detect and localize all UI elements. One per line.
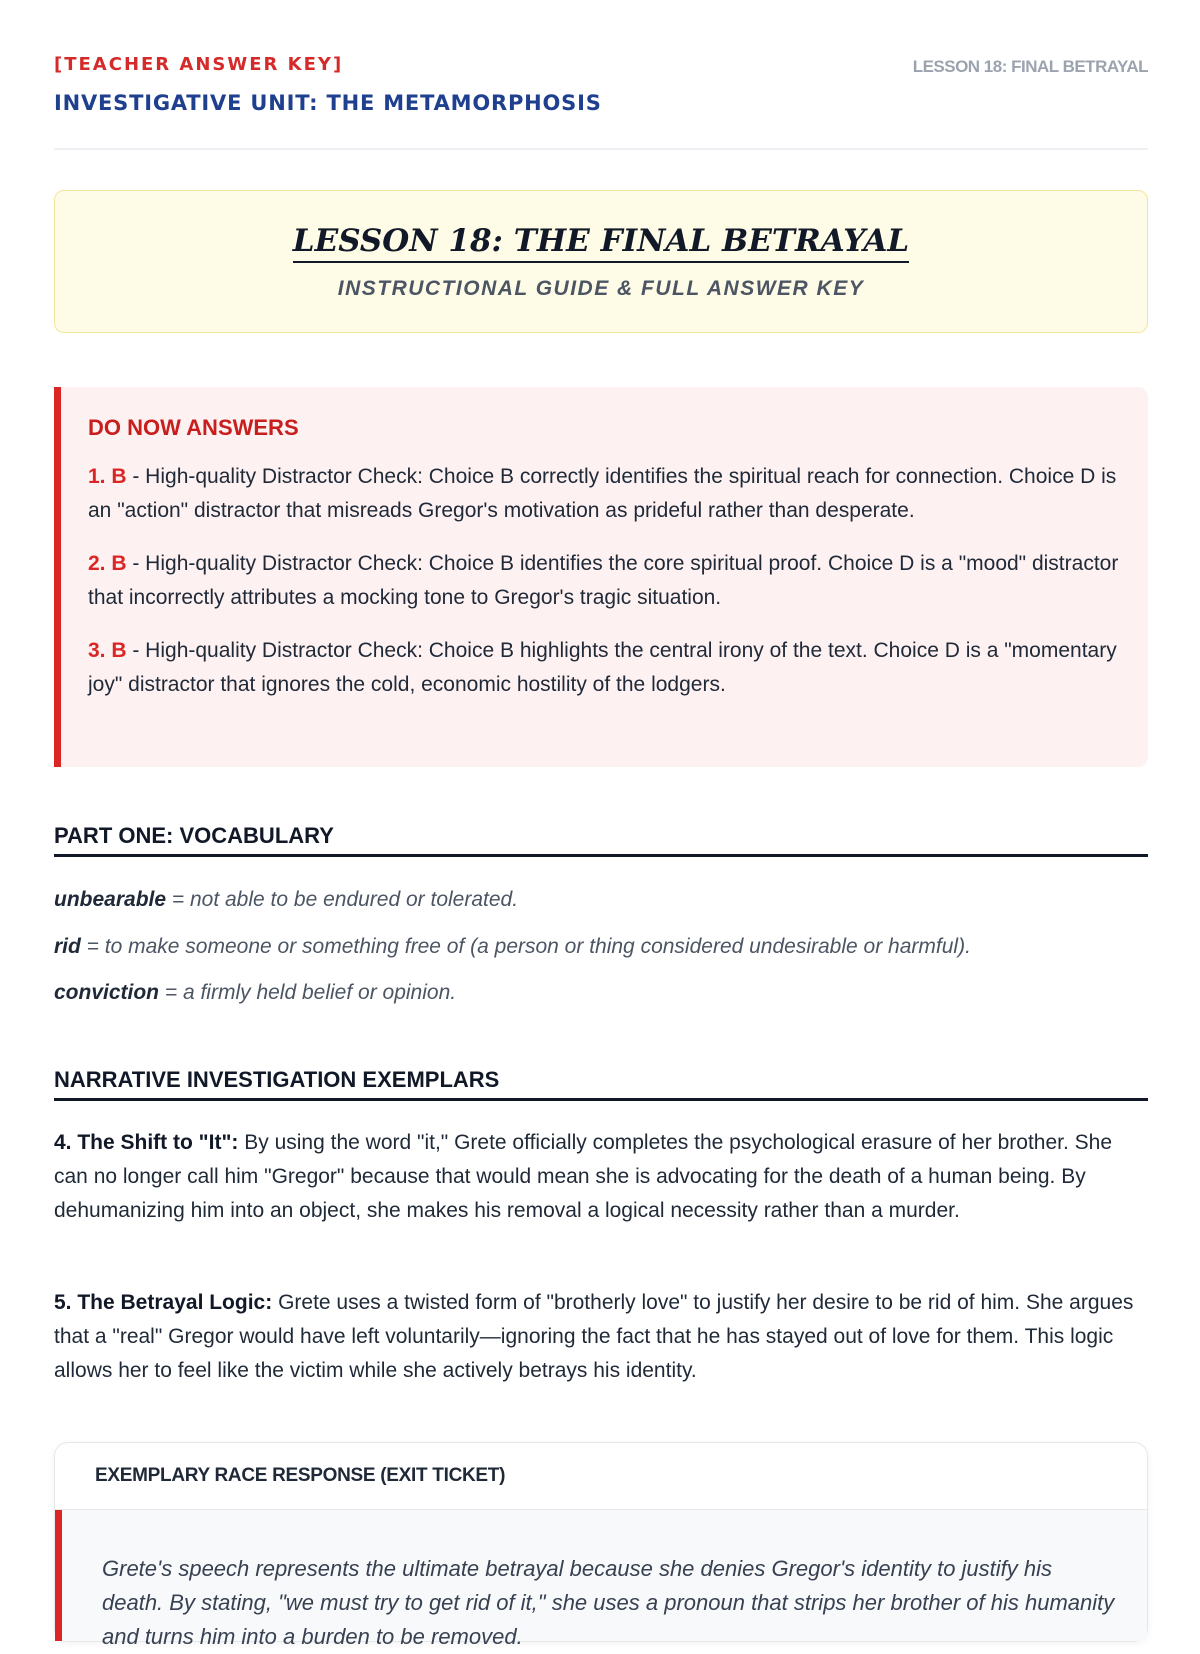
answer-label: 3. B [88, 639, 127, 662]
vocab-definition: = to make someone or something free of (a person or thing considered undesirable or harmful). [80, 935, 971, 958]
vocab-item [54, 935, 971, 959]
vocabulary-heading: PART ONE: VOCABULARY [54, 823, 1148, 857]
narrative-exemplar [54, 1126, 1148, 1228]
exemplar-text: Grete uses a twisted form of "brotherly love" to justify her desire to be rid of him. She argues that a "real" Gregor would have left voluntarily—ignoring the fact that he has stayed out of love for them. This logic allows her to feel like the victim while she actively betrays his identity. [54, 1291, 1134, 1382]
exit-ticket-heading: EXEMPLARY RACE RESPONSE (EXIT TICKET) [55, 1443, 1147, 1510]
exit-ticket-response: Grete's speech represents the ultimate betrayal because she denies Gregor's identity to justify his death. By stating, "we must try to get rid of it," she uses a pronoun that strips her brother of his humanity and turns him into a burden to be removed. [55, 1510, 1147, 1641]
vocab-item [54, 888, 518, 912]
lesson-title-text: LESSON 18: THE FINAL BETRAYAL [293, 223, 909, 263]
vocab-definition: = a firmly held belief or opinion. [159, 981, 457, 1004]
vocab-term: unbearable [54, 888, 167, 911]
exemplar-label: 5. The Betrayal Logic: [54, 1291, 273, 1314]
do-now-answer [88, 460, 1122, 528]
exemplar-text: By using the word "it," Grete officially completes the psychological erasure of her brother. She can no longer call him "Gregor" because that would mean she is advocating for the death of a human being. By dehumanizing him into an object, she makes his removal a logical necessity rather than a murder. [54, 1131, 1113, 1222]
teacher-key-tag: [TEACHER ANSWER KEY] [54, 54, 344, 75]
do-now-answer [88, 547, 1122, 615]
do-now-answer [88, 634, 1122, 702]
lesson-title [55, 223, 1147, 259]
exit-ticket-card [54, 1442, 1148, 1649]
answer-text: - High-quality Distractor Check: Choice B identifies the core spiritual proof. Choice D is a "mood" distractor that incorrectly attributes a mocking tone to Gregor's tragic situation. [88, 552, 1119, 609]
vocab-term: rid [54, 935, 81, 958]
do-now-heading: DO NOW ANSWERS [88, 415, 299, 440]
vocab-term: conviction [54, 981, 160, 1004]
vocab-definition: = not able to be endured or tolerated. [166, 888, 519, 911]
unit-title: INVESTIGATIVE UNIT: THE METAMORPHOSIS [54, 91, 602, 115]
answer-text: - High-quality Distractor Check: Choice B highlights the central irony of the text. Choice D is a "momentary joy" distractor that ignores the cold, economic hostility of the lodgers. [88, 639, 1117, 696]
page-header [54, 0, 1148, 150]
do-now-answers-box [54, 387, 1148, 767]
lesson-title-box [54, 190, 1148, 333]
narrative-exemplar [54, 1286, 1148, 1388]
answer-label: 2. B [88, 552, 127, 575]
narrative-heading: NARRATIVE INVESTIGATION EXEMPLARS [54, 1067, 1148, 1101]
answer-key-page [54, 0, 1148, 1649]
exemplar-label: 4. The Shift to "It": [54, 1131, 239, 1154]
lesson-label: LESSON 18: FINAL BETRAYAL [912, 57, 1148, 76]
lesson-subtitle: INSTRUCTIONAL GUIDE & FULL ANSWER KEY [337, 277, 865, 300]
vocab-item [54, 981, 456, 1005]
answer-label: 1. B [88, 465, 127, 488]
answer-text: - High-quality Distractor Check: Choice B correctly identifies the spiritual reach for connection. Choice D is an "action" distractor that misreads Gregor's motivation as prideful rather than desperate. [88, 465, 1117, 522]
